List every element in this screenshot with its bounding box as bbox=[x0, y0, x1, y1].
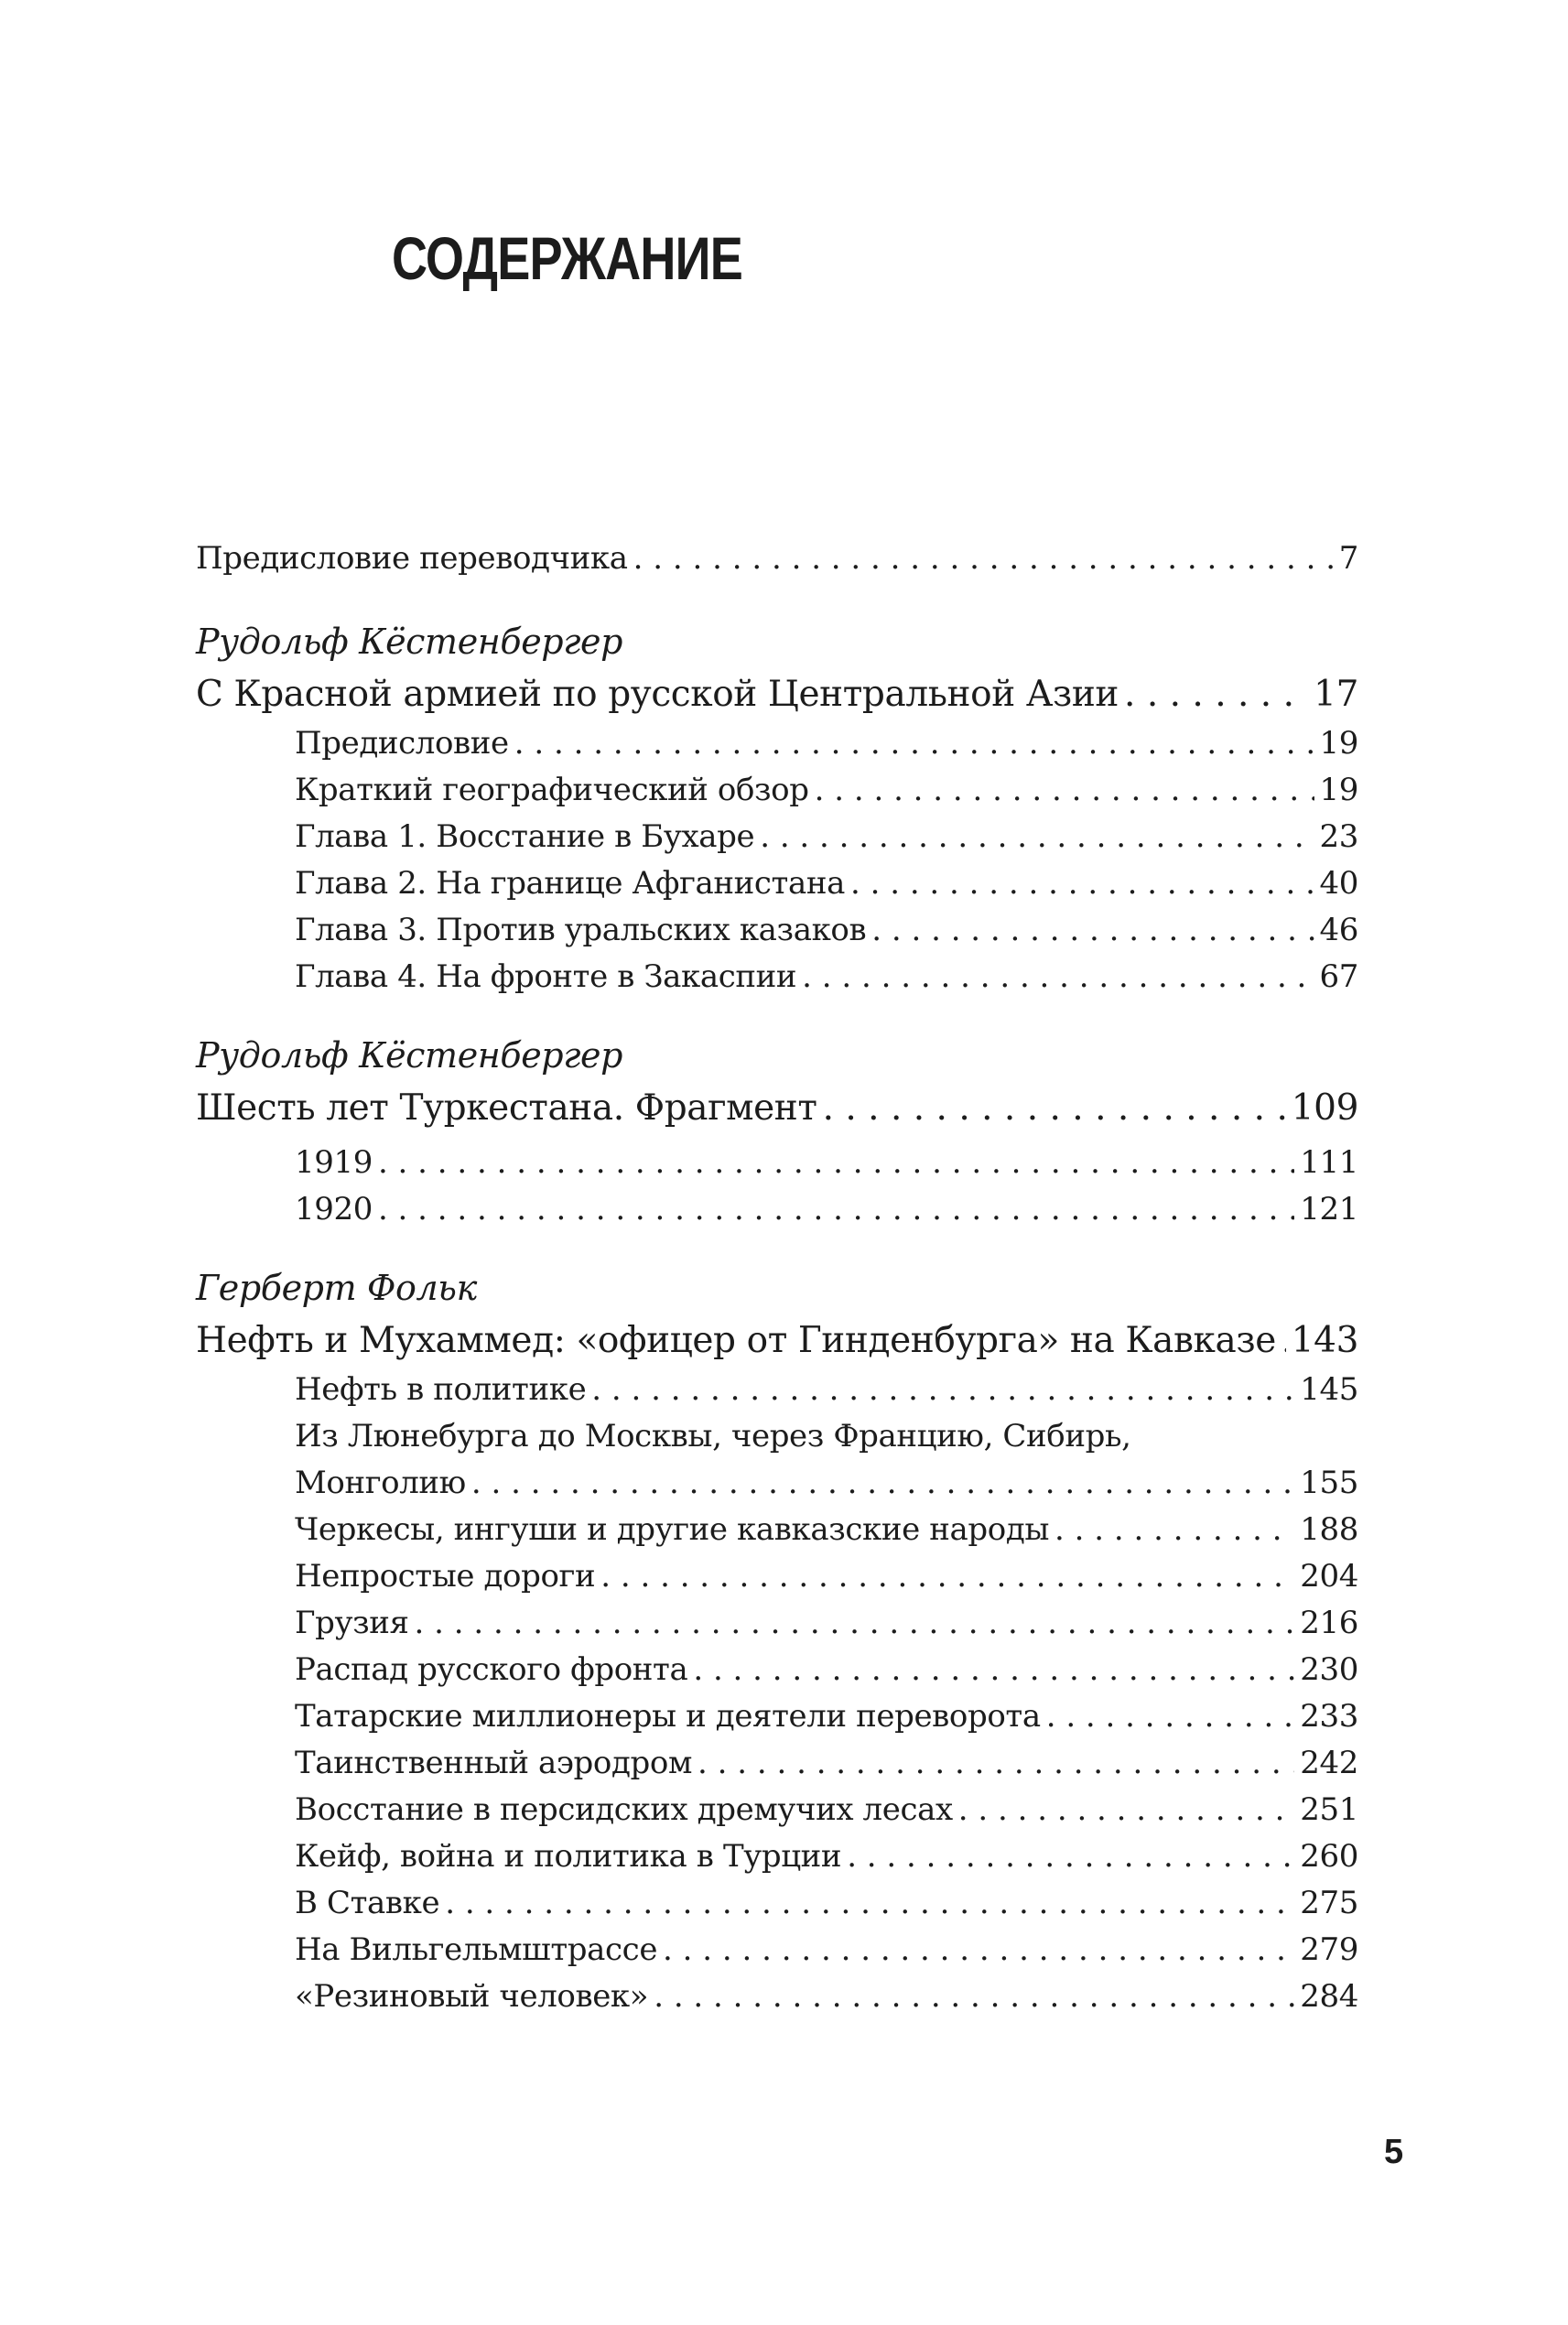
dot-leader bbox=[871, 907, 1314, 954]
toc-entry-label: Предисловие bbox=[295, 725, 509, 762]
section-title-page: 143 bbox=[1291, 1320, 1358, 1361]
toc-entry-label-line1[interactable]: Из Люнебурга до Москвы, через Францию, Сибирь, bbox=[295, 1418, 1131, 1454]
section-title-page: 109 bbox=[1291, 1087, 1358, 1129]
section-title-label: Нефть и Мухаммед: «офицер от Гинденбурга» на Кавказе bbox=[196, 1320, 1276, 1361]
dot-leader bbox=[591, 1367, 1294, 1413]
dot-leader bbox=[663, 1927, 1294, 1974]
toc-entry-page: 155 bbox=[1300, 1465, 1358, 1501]
dot-leader bbox=[378, 1186, 1294, 1233]
dot-leader bbox=[1054, 1507, 1294, 1553]
dot-leader bbox=[815, 767, 1314, 814]
toc-entry-label: Глава 1. Восстание в Бухаре bbox=[295, 818, 755, 855]
dot-leader bbox=[958, 1787, 1295, 1833]
dot-leader bbox=[847, 1833, 1294, 1880]
toc-entry-label: Глава 3. Против уральских казаков bbox=[295, 912, 867, 948]
toc-entry-label: Черкесы, ингуши и другие кавказские народы bbox=[295, 1511, 1050, 1548]
section-title-label: С Красной армией по русской Центральной Азии bbox=[196, 674, 1119, 715]
toc-entry-preface[interactable] bbox=[196, 535, 1358, 582]
toc-entry-page: 242 bbox=[1300, 1745, 1358, 1781]
toc-entry[interactable] bbox=[196, 1740, 1358, 1787]
toc-entry[interactable] bbox=[196, 1553, 1358, 1600]
toc-entry-label: Глава 4. На фронте в Закаспии bbox=[295, 958, 797, 995]
toc-entry[interactable] bbox=[196, 1507, 1358, 1553]
toc-entry-label: Татарские миллионеры и деятели переворота bbox=[295, 1698, 1041, 1735]
dot-leader bbox=[1281, 1315, 1286, 1367]
toc-entry[interactable] bbox=[196, 1140, 1358, 1186]
toc-entry-page: 230 bbox=[1300, 1651, 1358, 1688]
dot-leader bbox=[693, 1647, 1294, 1693]
toc-entry[interactable] bbox=[196, 1787, 1358, 1833]
table-of-contents bbox=[196, 535, 1358, 2020]
toc-entry[interactable] bbox=[196, 1693, 1358, 1740]
toc-entry[interactable] bbox=[196, 720, 1358, 767]
toc-entry-label: 1919 bbox=[295, 1144, 373, 1181]
toc-entry[interactable] bbox=[196, 1833, 1358, 1880]
toc-entry[interactable] bbox=[196, 1974, 1358, 2020]
toc-entry-label: Таинственный аэродром bbox=[295, 1745, 692, 1781]
dot-leader bbox=[654, 1974, 1294, 2020]
toc-entry-label: Нефть в политике bbox=[295, 1371, 587, 1408]
toc-entry-page: 40 bbox=[1319, 865, 1358, 902]
page-title: СОДЕРЖАНИЕ bbox=[392, 224, 743, 292]
toc-section-title[interactable] bbox=[196, 1315, 1358, 1367]
dot-leader bbox=[1124, 669, 1308, 720]
toc-entry[interactable] bbox=[196, 1880, 1358, 1927]
toc-entry[interactable] bbox=[196, 860, 1358, 907]
dot-leader bbox=[445, 1880, 1294, 1927]
toc-entry-label: В Ставке bbox=[295, 1885, 440, 1921]
toc-entry[interactable] bbox=[196, 1186, 1358, 1233]
dot-leader bbox=[823, 1083, 1286, 1134]
toc-entry-page: 188 bbox=[1300, 1511, 1358, 1548]
toc-entry-page: 233 bbox=[1300, 1698, 1358, 1735]
toc-entry-label: Распад русского фронта bbox=[295, 1651, 688, 1688]
toc-entry-page: 260 bbox=[1300, 1838, 1358, 1875]
toc-entry-page: 46 bbox=[1319, 912, 1358, 948]
dot-leader bbox=[760, 814, 1314, 860]
toc-entry-page: 284 bbox=[1300, 1978, 1358, 2015]
toc-entry-page: 251 bbox=[1300, 1791, 1358, 1828]
section-author: Рудольф Кёстенбергер bbox=[196, 1035, 623, 1076]
toc-entry[interactable] bbox=[196, 1927, 1358, 1974]
dot-leader bbox=[514, 720, 1314, 767]
toc-entry[interactable] bbox=[196, 1600, 1358, 1647]
toc-section-title[interactable] bbox=[196, 669, 1358, 720]
dot-leader bbox=[600, 1553, 1294, 1600]
toc-entry[interactable] bbox=[196, 767, 1358, 814]
dot-leader bbox=[471, 1460, 1294, 1507]
toc-entry-page: 23 bbox=[1319, 818, 1358, 855]
dot-leader bbox=[1046, 1693, 1295, 1740]
toc-entry-label: 1920 bbox=[295, 1191, 373, 1227]
toc-entry-page: 111 bbox=[1300, 1144, 1358, 1181]
dot-leader bbox=[633, 535, 1334, 582]
toc-entry-label: Восстание в персидских дремучих лесах bbox=[295, 1791, 953, 1828]
toc-entry-label: Предисловие переводчика bbox=[196, 540, 628, 577]
toc-entry[interactable] bbox=[196, 1647, 1358, 1693]
toc-entry-page: 67 bbox=[1319, 958, 1358, 995]
toc-entry-page: 279 bbox=[1300, 1931, 1358, 1968]
toc-entry-label: На Вильгельмштрассе bbox=[295, 1931, 658, 1968]
toc-entry-label: Глава 2. На границе Афганистана bbox=[295, 865, 845, 902]
toc-entry-page: 19 bbox=[1319, 725, 1358, 762]
section-title-page: 17 bbox=[1314, 674, 1358, 715]
section-title-label: Шесть лет Туркестана. Фрагмент bbox=[196, 1087, 817, 1129]
dot-leader bbox=[802, 954, 1314, 1000]
section-author: Герберт Фольк bbox=[196, 1268, 477, 1308]
toc-entry-page: 121 bbox=[1300, 1191, 1358, 1227]
toc-section-title[interactable] bbox=[196, 1083, 1358, 1134]
toc-entry[interactable] bbox=[196, 954, 1358, 1000]
toc-entry[interactable] bbox=[196, 814, 1358, 860]
toc-entry-label: Кейф, война и политика в Турции bbox=[295, 1838, 842, 1875]
toc-entry-page: 145 bbox=[1300, 1371, 1358, 1408]
toc-entry-label: Грузия bbox=[295, 1605, 409, 1641]
toc-entry[interactable] bbox=[196, 907, 1358, 954]
dot-leader bbox=[850, 860, 1314, 907]
toc-entry[interactable] bbox=[196, 1460, 1358, 1507]
dot-leader bbox=[415, 1600, 1295, 1647]
toc-entry-page: 204 bbox=[1300, 1558, 1358, 1595]
toc-entry-page: 216 bbox=[1300, 1605, 1358, 1641]
toc-entry[interactable] bbox=[196, 1367, 1358, 1413]
toc-entry-page: 19 bbox=[1319, 772, 1358, 808]
toc-entry-label: «Резиновый человек» bbox=[295, 1978, 649, 2015]
toc-entry-label: Краткий географический обзор bbox=[295, 772, 809, 808]
section-author: Рудольф Кёстенбергер bbox=[196, 622, 623, 662]
dot-leader bbox=[697, 1740, 1294, 1787]
toc-entry-page: 7 bbox=[1338, 540, 1358, 577]
toc-entry-label: Непростые дороги bbox=[295, 1558, 596, 1595]
dot-leader bbox=[378, 1140, 1294, 1186]
toc-entry-label-line2: Монголию bbox=[295, 1465, 466, 1501]
toc-entry-page: 275 bbox=[1300, 1885, 1358, 1921]
page-number: 5 bbox=[1384, 2133, 1404, 2171]
